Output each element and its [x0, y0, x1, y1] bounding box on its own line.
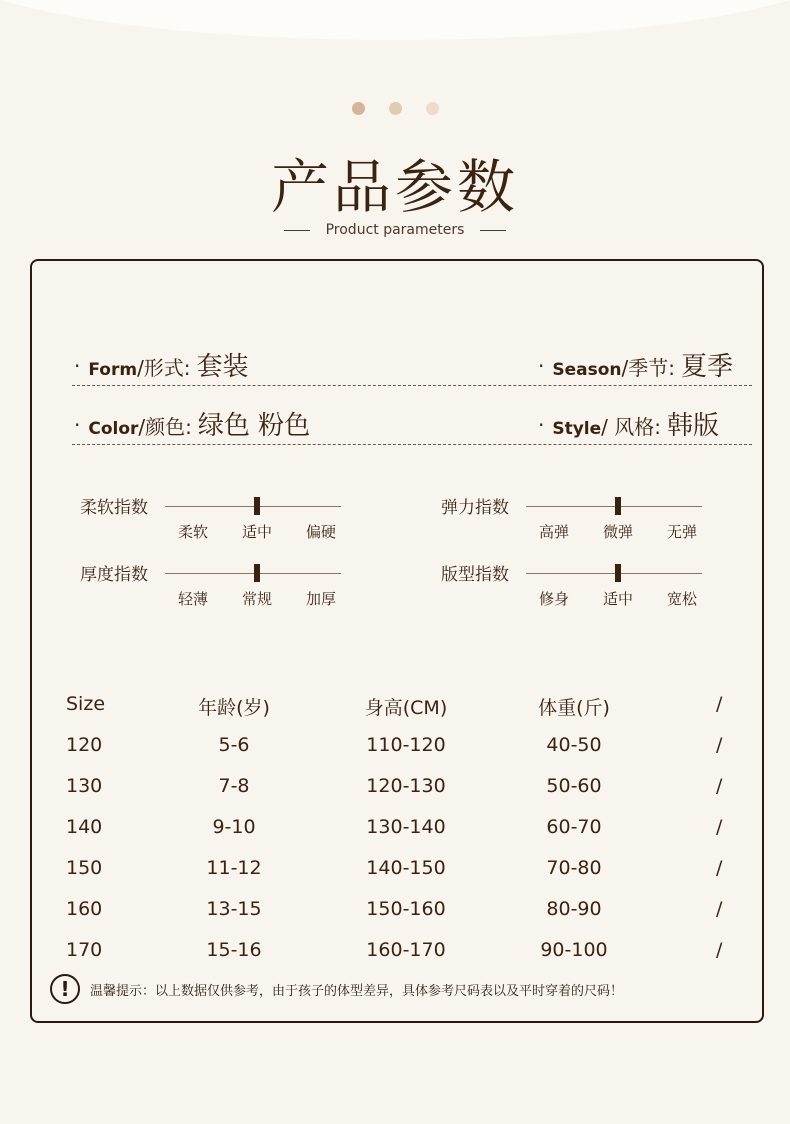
- table-cell: 120-130: [366, 775, 446, 797]
- header-weight: 体重(斤): [538, 697, 610, 719]
- subtitle-text: Product parameters: [325, 222, 465, 238]
- index-track: [165, 573, 341, 574]
- table-cell: 9-10: [212, 816, 256, 838]
- attr-style: · Style / 风格: 韩版: [538, 411, 720, 441]
- header-size: Size: [66, 693, 106, 715]
- header-extra: /: [716, 693, 723, 715]
- table-cell: /: [716, 734, 723, 756]
- size-table-header: [66, 693, 746, 734]
- table-cell: 60-70: [546, 816, 602, 838]
- table-cell: /: [716, 857, 723, 879]
- size-table: [66, 693, 746, 980]
- table-cell: 110-120: [366, 734, 446, 756]
- table-cell: 5-6: [218, 734, 250, 756]
- index-option: 常规: [241, 590, 272, 608]
- index-label: 厚度指数: [80, 565, 148, 585]
- parameters-card: [30, 259, 764, 1023]
- index-option: 微弹: [602, 523, 633, 541]
- decorative-dots: [0, 102, 790, 115]
- dot-1: [352, 102, 365, 115]
- table-cell: 140: [66, 816, 103, 838]
- index-option: 适中: [241, 523, 272, 541]
- index-knob: [615, 497, 621, 515]
- attr-row-form-season: [72, 345, 752, 386]
- table-cell: 170: [66, 939, 103, 961]
- header-height: 身高(CM): [364, 697, 448, 719]
- notice: [50, 974, 623, 1004]
- table-cell: 11-12: [206, 857, 262, 879]
- index-track: [526, 506, 702, 507]
- size-table-body: [66, 734, 746, 980]
- table-row: [66, 857, 746, 898]
- index-knob: [615, 564, 621, 582]
- index-knob: [254, 497, 260, 515]
- dot-3: [426, 102, 439, 115]
- attr-season: · Season /季节: 夏季: [538, 352, 734, 382]
- page-title: 产品参数: [270, 153, 519, 221]
- page-subtitle: [0, 222, 790, 238]
- table-cell: 130-140: [366, 816, 446, 838]
- table-cell: 150-160: [366, 898, 446, 920]
- attr-row-color-style: [72, 404, 752, 445]
- index-slider: [441, 560, 721, 620]
- index-label: 柔软指数: [80, 498, 148, 518]
- index-option: 高弹: [538, 523, 569, 541]
- index-option: 适中: [602, 590, 633, 608]
- table-cell: 150: [66, 857, 103, 879]
- notice-text: 温馨提示：以上数据仅供参考，由于孩子的体型差异，具体参考尺码表以及平时穿着的尺码！: [90, 983, 624, 999]
- index-option: 柔软: [177, 523, 208, 541]
- index-option: 修身: [538, 590, 569, 608]
- index-option: 加厚: [305, 590, 336, 608]
- index-slider: [80, 493, 360, 553]
- table-cell: /: [716, 816, 723, 838]
- table-cell: /: [716, 898, 723, 920]
- exclamation-circle-icon: !: [50, 974, 80, 1004]
- index-label: 弹力指数: [441, 498, 509, 518]
- table-cell: 80-90: [546, 898, 602, 920]
- table-row: [66, 816, 746, 857]
- attr-form: · Form /形式: 套装: [74, 352, 249, 382]
- attr-color: · Color /颜色: 绿色 粉色: [74, 411, 311, 441]
- table-cell: /: [716, 775, 723, 797]
- dot-2: [389, 102, 402, 115]
- table-row: [66, 775, 746, 816]
- table-row: [66, 734, 746, 775]
- top-arc-decoration: [0, 0, 790, 40]
- index-knob: [254, 564, 260, 582]
- index-option: 轻薄: [177, 590, 208, 608]
- index-option: 无弹: [666, 523, 697, 541]
- table-cell: 140-150: [366, 857, 446, 879]
- table-cell: 7-8: [218, 775, 250, 797]
- subtitle-line-right: [480, 230, 506, 231]
- table-row: [66, 898, 746, 939]
- index-track: [526, 573, 702, 574]
- index-label: 版型指数: [441, 565, 509, 585]
- table-cell: 13-15: [206, 898, 262, 920]
- table-cell: 160: [66, 898, 103, 920]
- index-slider: [80, 560, 360, 620]
- table-cell: 120: [66, 734, 103, 756]
- table-cell: 40-50: [546, 734, 602, 756]
- table-cell: 70-80: [546, 857, 602, 879]
- subtitle-line-left: [284, 230, 310, 231]
- index-option: 偏硬: [305, 523, 336, 541]
- table-cell: 50-60: [546, 775, 602, 797]
- table-cell: 90-100: [540, 939, 608, 961]
- index-track: [165, 506, 341, 507]
- table-cell: 160-170: [366, 939, 446, 961]
- index-option: 宽松: [666, 590, 697, 608]
- table-cell: /: [716, 939, 723, 961]
- table-cell: 15-16: [206, 939, 262, 961]
- table-cell: 130: [66, 775, 103, 797]
- index-slider: [441, 493, 721, 553]
- header-age: 年龄(岁): [198, 697, 270, 719]
